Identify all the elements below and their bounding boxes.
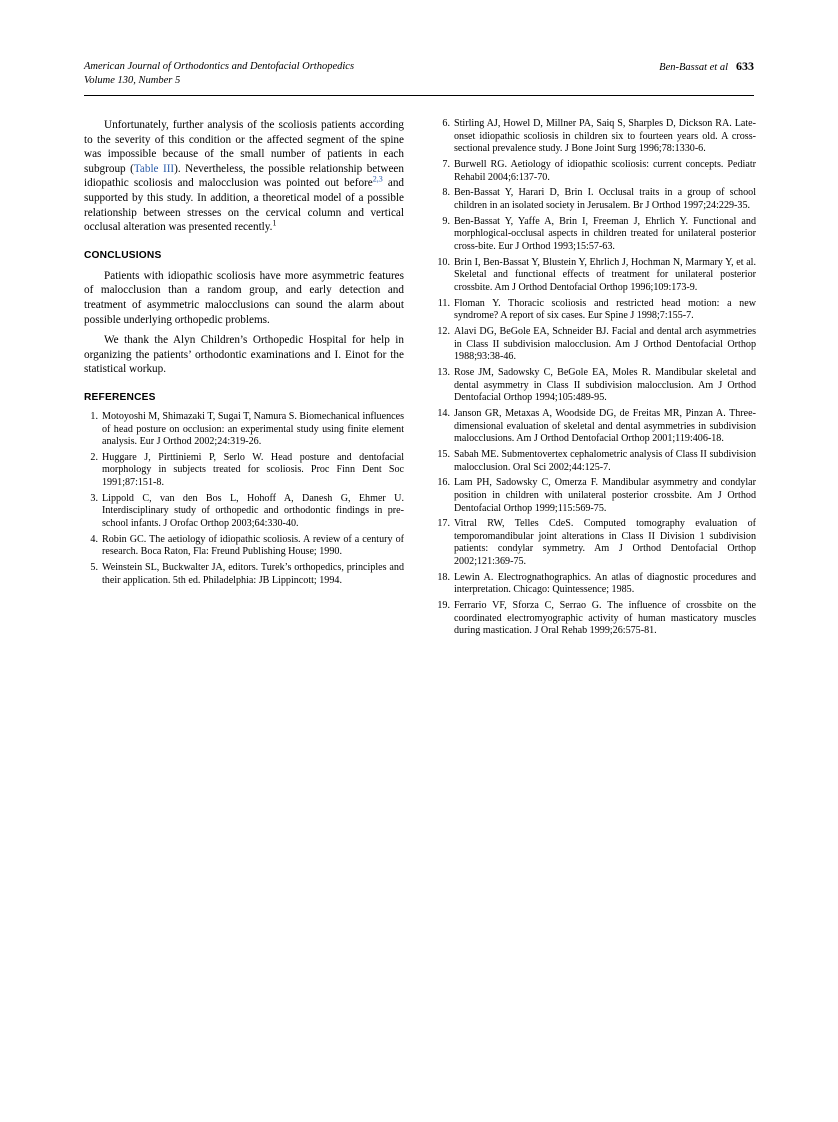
citation-ref-2-3[interactable]: 2,3 (372, 174, 383, 184)
right-column (436, 118, 756, 641)
reference-text: Rose JM, Sadowsky C, BeGole EA, Moles R. Mandibular skeletal and dental asymmetry in Class II subdivision malocclusion. Am J Orthod Dentofacial Orthop 1994;105:489-95. (454, 367, 756, 404)
reference-text: Robin GC. The aetiology of idiopathic scoliosis. A review of a century of research. Boca Raton, Fla: Freund Publishing House; 1990. (102, 533, 404, 558)
journal-title-block (84, 60, 354, 87)
reference-text: Burwell RG. Aetiology of idiopathic scoliosis: current concepts. Pediatr Rehabil 2004;6:137-70. (454, 158, 756, 183)
table-iii-link[interactable]: Table III (133, 162, 175, 175)
reference-text: Vitral RW, Telles CdeS. Computed tomography evaluation of temporomandibular joint alterations in Class II Division 1 subdivision patients: condylar symmetry. Am J Orthod Dentofacial Orthop 2002;121:369-75. (454, 518, 756, 568)
reference-number: 10. (437, 256, 450, 268)
reference-text: Huggare J, Pirttiniemi P, Serlo W. Head posture and dentofacial morphology in subjects treated for scoliosis. Proc Finn Dent Soc 1991;87:151-8. (102, 451, 404, 489)
list-item (84, 452, 404, 490)
running-head-right (659, 60, 754, 75)
reference-text: Lewin A. Electrognathographics. An atlas of diagnostic procedures and interpretation. Chicago: Quintessence; 1985. (454, 571, 756, 596)
reference-text: Brin I, Ben-Bassat Y, Blustein Y, Ehrlich J, Hochman N, Marmary Y, et al. Skeletal and functional effects of treatment for unilateral posterior crossbite. Am J Orthod Dentofacial Orthop 1996;109:173-9. (454, 256, 756, 293)
page-header (84, 60, 754, 87)
left-column (84, 118, 404, 641)
list-item (436, 367, 756, 405)
reference-text: Alavi DG, BeGole EA, Schneider BJ. Facial and dental arch asymmetries in Class II subdivision malocclusion. Am J Orthod Dentofacial Orthop 1988;93:38-46. (454, 326, 756, 363)
journal-name: American Journal of Orthodontics and Dentofacial Orthopedics (84, 61, 355, 72)
reference-text: Floman Y. Thoracic scoliosis and restricted head motion: a new syndrome? A report of six cases. Eur Spine J 1998;7:155-7. (454, 297, 756, 322)
reference-number: 19. (437, 600, 450, 612)
reference-number: 16. (437, 477, 450, 489)
heading-conclusions: CONCLUSIONS (84, 249, 162, 261)
reference-list-left (84, 411, 404, 587)
reference-number: 4. (90, 533, 98, 545)
list-item (436, 572, 756, 597)
list-item (84, 411, 404, 449)
list-item (436, 257, 756, 295)
reference-number: 6. (442, 118, 450, 129)
page-number: 633 (736, 59, 754, 73)
reference-text: Ferrario VF, Sforza C, Serrao G. The influence of crossbite on the coordinated electromyographic activity of human masticatory muscles during mastication. J Oral Rehab 1999;26:575-81. (454, 600, 756, 637)
reference-number: 1. (90, 410, 98, 422)
citation-ref-1[interactable]: 1 (272, 218, 277, 228)
list-item (436, 326, 756, 364)
list-item (84, 534, 404, 559)
reference-text: Ben-Bassat Y, Yaffe A, Brin I, Freeman J, Ehrlich Y. Functional and morphlogical-occlusal aspects in children treated for unilateral posterior cross-bite. Eur J Orthod 1993;15:57-63. (454, 215, 756, 252)
two-column-body (84, 118, 756, 641)
list-item (436, 298, 756, 323)
paragraph-text-part2: ). Nevertheless, the possible relationship between idiopathic scoliosis and malocclusion was pointed out before (84, 162, 404, 190)
reference-list-right (436, 118, 756, 638)
header-divider (84, 95, 754, 96)
list-item (436, 600, 756, 638)
reference-number: 18. (437, 571, 450, 583)
reference-text: Sabah ME. Submentovertex cephalometric analysis of Class II subdivision malocclusion. Oral Sci 2002;44:125-7. (454, 448, 756, 473)
heading-references: REFERENCES (84, 391, 156, 403)
reference-text: Motoyoshi M, Shimazaki T, Sugai T, Namura S. Biomechanical influences of head posture on occlusion: an experimental study using finite element analysis. Eur J Orthod 2002;24:319-26. (102, 410, 404, 448)
reference-text: Stirling AJ, Howel D, Millner PA, Saiq S, Sharples D, Dickson RA. Late-onset idiopathic scoliosis in children six to fourteen years old. A cross-sectional prevalence study. J Bone Joint Surg 1996;78:1330-6. (454, 118, 756, 155)
reference-number: 17. (437, 518, 450, 530)
paragraph-text-part1: Unfortunately, further analysis of the scoliosis patients according to the severity of this condition or the affected segment of the spine was impossible because of the small number of patients in each subgroup ( (84, 119, 404, 175)
paragraph-discussion (84, 118, 404, 235)
reference-text: Janson GR, Metaxas A, Woodside DG, de Freitas MR, Pinzan A. Three-dimensional evaluation of skeletal and dental asymmetries in subdivision malocclusions. Am J Orthod Dentofacial Orthop 2001;119:406-18. (454, 407, 756, 445)
list-item (436, 518, 756, 568)
reference-text: Ben-Bassat Y, Harari D, Brin I. Occlusal traits in a group of school children in an isolated society in Jerusalem. Br J Orthod 1997;24:229-35. (454, 187, 756, 211)
list-item (436, 477, 756, 515)
reference-number: 3. (90, 492, 98, 504)
reference-number: 2. (90, 451, 98, 463)
reference-number: 8. (442, 187, 450, 199)
reference-number: 5. (90, 562, 98, 574)
list-item (436, 118, 756, 156)
list-item (436, 449, 756, 474)
paragraph-text-part3: and supported by this study. In addition, a theoretical model of a possible relationship between stresses on the cervical column and vertical occlusal alteration was presented recently. (84, 177, 405, 234)
list-item (84, 562, 404, 587)
running-authors: Ben-Bassat et al (659, 62, 728, 73)
reference-number: 9. (442, 215, 450, 227)
reference-number: 11. (437, 297, 450, 309)
journal-volume: Volume 130, Number 5 (84, 74, 181, 86)
reference-number: 7. (442, 158, 450, 170)
list-item (84, 493, 404, 531)
list-item (436, 159, 756, 184)
reference-text: Weinstein SL, Buckwalter JA, editors. Turek’s orthopedics, principles and their application. 5th ed. Philadelphia: JB Lippincott; 1994. (102, 562, 404, 586)
list-item (436, 216, 756, 254)
list-item (436, 187, 756, 212)
list-item (436, 408, 756, 446)
reference-text: Lippold C, van den Bos L, Hohoff A, Danesh G, Ehmer U. Interdisciplinary study of orthopedic and orthodontic findings in pre-school infants. J Orofac Orthop 2003;64:330-40. (102, 492, 404, 530)
paragraph-conclusions: Patients with idiopathic scoliosis have more asymmetric features of malocclusion than a random group, and early detection and treatment of asymmetric malocclusions can sound the alarm about possible underlying orthopedic problems. (84, 269, 404, 326)
reference-number: 14. (437, 407, 450, 419)
paragraph-acknowledgments: We thank the Alyn Children’s Orthopedic Hospital for help in organizing the patients’ orthodontic examinations and I. Einot for the statistical workup. (84, 334, 404, 376)
reference-number: 13. (437, 367, 450, 378)
reference-number: 15. (437, 448, 450, 460)
reference-number: 12. (437, 326, 450, 338)
reference-text: Lam PH, Sadowsky C, Omerza F. Mandibular asymmetry and condylar position in children with unilateral posterior crossbite. Am J Orthod Dentofacial Orthop 1999;115:569-75. (454, 477, 756, 514)
